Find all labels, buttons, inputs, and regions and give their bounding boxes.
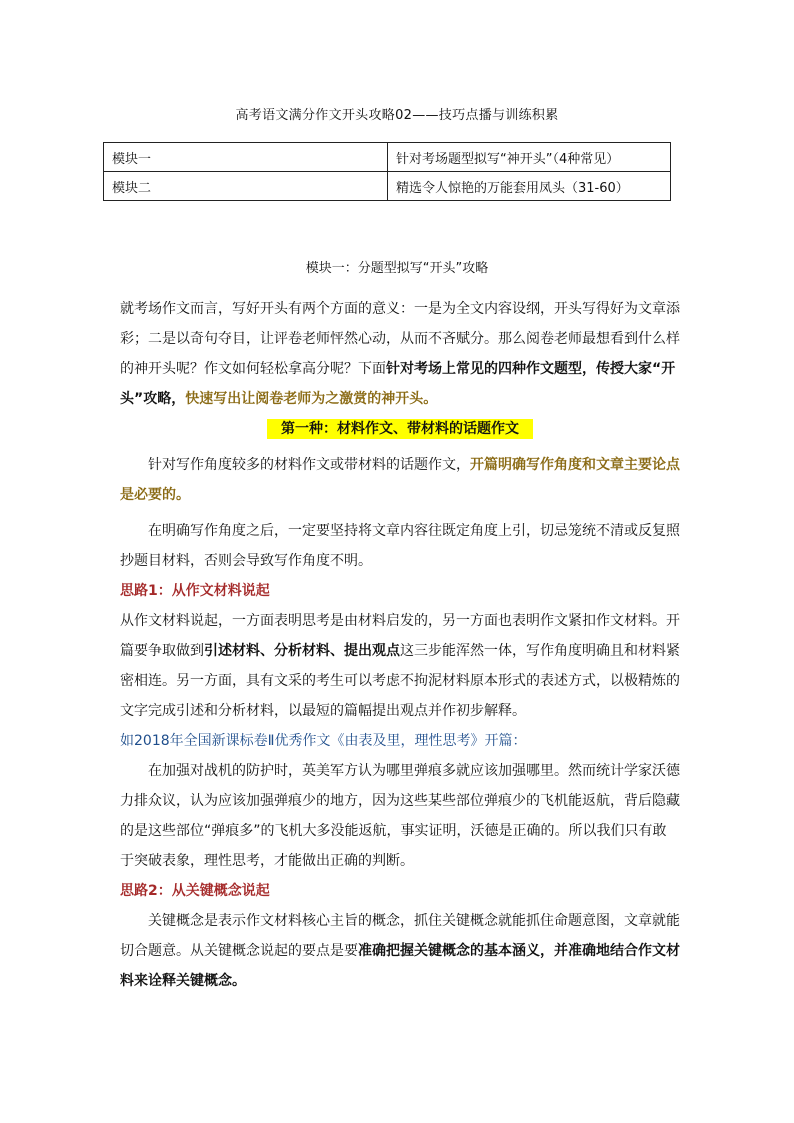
modules-table: [103, 142, 671, 201]
idea1-bold-text: 引述材料、分析材料、提出观点: [204, 643, 400, 659]
document-body: [120, 294, 680, 996]
idea2-bold-text: 准确把握关键概念的基本涵义，并准确地结合作文材料来诠释关键概念。: [120, 943, 680, 989]
angle-paragraph: [120, 450, 680, 510]
idea2-paragraph: [120, 906, 680, 996]
intro-text: 就考场作文而言，写好开头有两个方面的意义：一是为全文内容设纲，开头写得好为文章添彩；二是以奇句夺目，让评卷老师怦然心动，从而不吝赋分。那么阅卷老师最想看到什么样的神开头呢？作文如何轻松拿高分呢？下面: [120, 301, 680, 377]
module-description: 针对考场题型拟写“神开头”（4种常见）: [388, 143, 671, 172]
intro-bold-text: 针对考场上常见的四种作文题型，传授大家“开头”攻略，: [120, 361, 676, 407]
angle-emphasis-text: 开篇明确写作角度和文章主要论点是必要的。: [120, 457, 680, 503]
idea1-text: 从作文材料说起，一方面表明思考是由材料启发的，另一方面也表明作文紧扣作文材料。: [120, 613, 666, 629]
module-label: 模块一: [104, 143, 388, 172]
example-lead: 如2018年全国新课标卷Ⅱ优秀作文《由表及里，理性思考》开篇：: [120, 733, 527, 749]
example-paragraph: 在加强对战机的防护时，英美军方认为哪里弹痕多就应该加强哪里。然而统计学家沃德力排众议，认为应该加强弹痕少的地方，因为这些某些部位弹痕少的飞机能返航，背后隐藏的是这些部位“弹痕多”的飞机大多没能返航，事实证明，沃德是正确的。所以我们只有敢于突破表象，理性思考，才能做出正确的判断。: [120, 763, 680, 869]
section-title: 模块一：分题型拟写“开头”攻略: [305, 261, 489, 276]
highlight-heading: 第一种：材料作文、带材料的话题作文: [267, 419, 533, 439]
angle-text: 针对写作角度较多的材料作文或带材料的话题作文，: [148, 457, 470, 473]
idea2-text: 关键概念是表示作文材料核心主旨的概念，抓住关键概念就能抓住命题意图，文章就能切合题意。从关键概念说起的要点是要: [120, 913, 680, 959]
document-title: 高考语文满分作文开头攻略02——技巧点播与训练积累: [235, 108, 559, 123]
stick-paragraph: 在明确写作角度之后，一定要坚持将文章内容往既定角度上引，切忌笼统不清或反复照抄题目材料，否则会导致写作角度不明。: [120, 523, 680, 569]
table-row: [104, 143, 671, 172]
module-description: 精选令人惊艳的万能套用凤头（31-60）: [388, 172, 671, 201]
module-label: 模块二: [104, 172, 388, 201]
table-row: [104, 172, 671, 201]
idea1-paragraph: [120, 606, 680, 726]
idea1-text-b: 这三步能浑然一体，写作角度明确且和材料紧密相连。另一方面，具有文采的考生可以考虑不拘泥材料原本形式的表述方式，以极精炼的文字完成引述和分析材料，以最短的篇幅提出观点并作初步解释。: [120, 643, 680, 719]
intro-paragraph: [120, 294, 680, 414]
idea1-text-a: 开篇要争取做到: [120, 613, 680, 659]
idea2-heading: 思路2：从关键概念说起: [120, 883, 270, 899]
idea1-heading: 思路1：从作文材料说起: [120, 583, 270, 599]
highlight-heading-wrap: [120, 418, 680, 440]
intro-emphasis-text: 快速写出让阅卷老师为之激赏的神开头。: [185, 391, 438, 407]
